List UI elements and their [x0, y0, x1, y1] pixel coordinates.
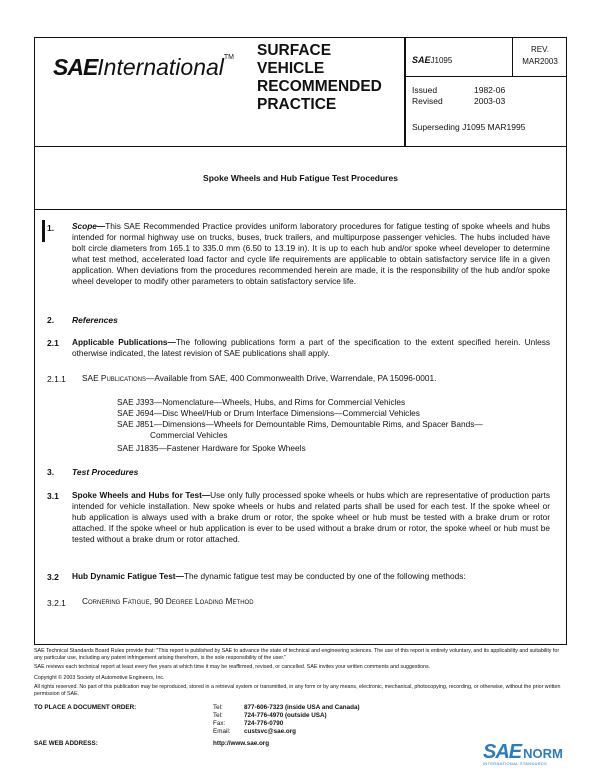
doc-brand: SAE: [412, 55, 431, 65]
footer-rights: All rights reserved. No part of this publication may be reproduced, stored in a retrieval system or transmitted, in any form or by any means, electronic, mechanical, photocopying, recording, or otherwise, without the prior written permission of SAE.: [34, 684, 561, 697]
doc-type-line: RECOMMENDED: [257, 78, 382, 95]
spoke-wheels-paragraph: [72, 490, 550, 545]
footer-review-note: SAE reviews each technical report at least every five years at which time it may be reaffirmed, revised, or cancelled. SAE invites your written comments and suggestions.: [34, 664, 431, 670]
section-text: The following publications form a part of the specification to the extent specified herein. Unless otherwise indicated, the latest revision of SAE publications shall apply.: [72, 337, 550, 358]
doc-type-line: VEHICLE: [257, 60, 325, 77]
section-heading: References: [72, 315, 118, 325]
hub-fatigue-paragraph: [72, 571, 550, 582]
section-number: 1.: [47, 223, 55, 233]
header-block: [34, 37, 567, 147]
section-number: 2.1.1: [47, 374, 66, 384]
document-type: [257, 42, 382, 114]
fax-value: 724-776-0790: [244, 720, 284, 727]
sae-publications-paragraph: [82, 373, 552, 384]
doc-type-line: PRACTICE: [257, 96, 337, 113]
fax-label: Fax:: [213, 720, 226, 727]
section-text: The dynamic fatigue test may be conducted by one of the following methods:: [183, 571, 466, 581]
brand-sae: SAE: [483, 741, 522, 763]
section-text: This SAE Recommended Practice provides uniform laboratory procedures for fatigue testing of spoke wheels and hubs intended for normal highway use on trucks, buses, truck trailers, and multipurpose passenger vehicles. The hubs included have bolt circle diameters from 165.1 to 335.0 mm (6.50 to 13.19 in). It is up to each hub and/or spoke wheel developer to determine what test method, accelerated load factor and cycle life requirements are applicable to obtain satisfactory service life in a given application. When deviations from the procedures recommended herein are made, it is the responsibility of the hub and/or spoke wheel developer to modify other parameters to obtain satisfactory service life.: [72, 221, 550, 286]
section-number: 3.2.1: [47, 598, 66, 608]
title-block: [34, 147, 567, 210]
brand-norm: NORM: [523, 746, 563, 761]
section-heading: Applicable Publications—: [72, 337, 176, 347]
sae-international-logo: [53, 54, 234, 81]
applicable-publications-paragraph: [72, 337, 550, 359]
superseding-note: Superseding J1095 MAR1995: [412, 122, 526, 132]
tel-label: Tel:: [213, 704, 223, 711]
section-text: Use only fully processed spoke wheels or hubs which are representative of production parts intended for vehicle installation. New spoke wheels or hubs and related parts shall be used for each test. If the spoke wheel or hub application is always used with a brake drum or rotor, the spoke wheel or hub must be tested with a brake drum or rotor attached. If the spoke wheel or hub application is ever to be used without a brake drum or rotor, the spoke wheel or hub must be tested without a brake drum or rotor attached.: [72, 490, 551, 544]
tel2-value[interactable]: 724-776-4970 (outside USA): [244, 712, 327, 719]
web-label: SAE WEB ADDRESS:: [34, 740, 98, 747]
doc-type-line: SURFACE: [257, 42, 332, 59]
doc-number-value: J1095: [430, 56, 453, 65]
revised-value: 2003-03: [474, 96, 506, 106]
divider: [512, 38, 513, 76]
dates-block: [412, 85, 505, 107]
email-link[interactable]: custsvc@sae.org: [244, 728, 296, 735]
section-heading: Hub Dynamic Fatigue Test—: [72, 571, 184, 581]
issued-value: 1982-06: [474, 85, 506, 95]
tel2-label: Tel:: [213, 712, 223, 719]
scope-paragraph: [72, 221, 550, 286]
section-heading: Scope—: [72, 221, 106, 231]
reference-item: SAE J851—Dimensions—Wheels for Demountable Rims, Demountable Rims, and Spacer Bands—: [117, 419, 483, 429]
section-number: 3.2: [47, 572, 59, 582]
logo-international: International: [97, 54, 224, 80]
section-text: Available from SAE, 400 Commonwealth Drive, Warrendale, PA 15096-0001.: [154, 373, 437, 383]
revised-label: Revised: [412, 96, 443, 106]
rev-value: MAR2003: [522, 57, 558, 66]
section-number: 2.1: [47, 338, 59, 348]
change-bar: [42, 220, 45, 242]
reference-item: SAE J1835—Fastener Hardware for Spoke Wheels: [117, 443, 306, 453]
reference-item: Commercial Vehicles: [150, 430, 228, 440]
section-heading: Cornering Fatigue, 90 Degree Loading Method: [82, 596, 254, 606]
document-title: Spoke Wheels and Hub Fatigue Test Procedures: [203, 173, 398, 183]
web-link[interactable]: http://www.sae.org: [213, 740, 270, 747]
section-number: 3.1: [47, 491, 59, 501]
section-heading: Test Procedures: [72, 467, 139, 477]
divider: [404, 76, 566, 77]
footer-copyright: Copyright © 2003 Society of Automotive Engineers, Inc.: [34, 675, 165, 681]
brand-tagline: INTERNATIONAL STANDARDS: [483, 761, 547, 766]
email-label: Email:: [213, 728, 231, 735]
rev-label: REV.: [531, 45, 549, 54]
order-label: TO PLACE A DOCUMENT ORDER:: [34, 704, 137, 711]
section-heading: SAE Publications—: [82, 373, 155, 383]
reference-item: SAE J694—Disc Wheel/Hub or Drum Interface Dimensions—Commercial Vehicles: [117, 408, 420, 418]
section-number: 2.: [47, 315, 55, 325]
logo-tm: TM: [223, 54, 234, 61]
footer-disclaimer: SAE Technical Standards Board Rules provide that: "This report is published by SAE to advance the state of technical and engineering sciences. The use of this report is entirely voluntary, and its applicability and suitability for any particular use, including any patent infringement arising therefrom, is the sole responsibility of the user.": [34, 648, 560, 661]
logo-cell: [35, 38, 251, 104]
logo-sae: SAE: [53, 54, 98, 80]
tel-value[interactable]: 877-606-7323 (inside USA and Canada): [244, 704, 360, 711]
sae-norm-logo: [483, 741, 563, 766]
divider: [404, 38, 406, 146]
revision-cell: [514, 44, 566, 68]
section-heading: Spoke Wheels and Hubs for Test—: [72, 490, 211, 500]
reference-item: SAE J393—Nomenclature—Wheels, Hubs, and Rims for Commercial Vehicles: [117, 397, 406, 407]
section-number: 3.: [47, 467, 55, 477]
document-number: [412, 55, 452, 65]
issued-label: Issued: [412, 85, 438, 95]
